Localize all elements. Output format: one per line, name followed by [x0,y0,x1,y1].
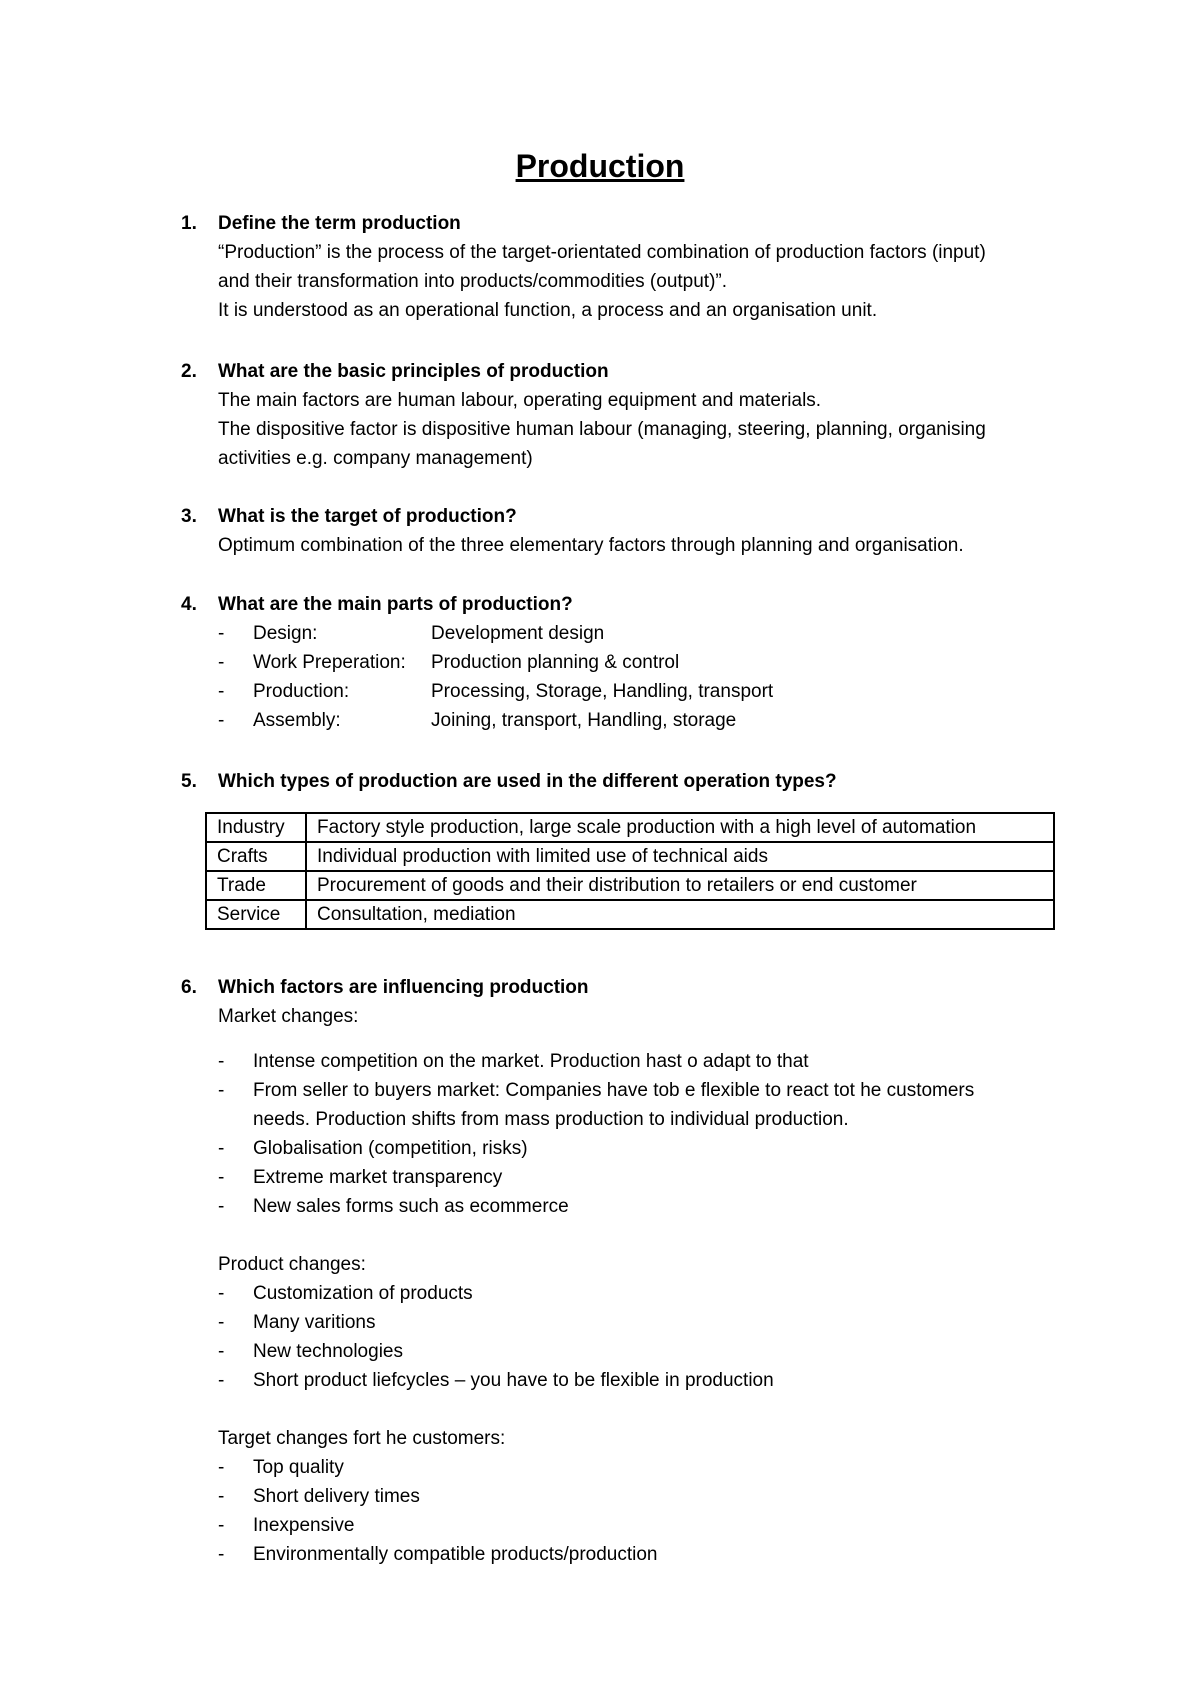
production-type-cell: Factory style production, large scale production with a high level of automation [306,813,1054,842]
list-item-text: Globalisation (competition, risks) [253,1138,528,1159]
list-item [181,1279,1081,1308]
page-title: Production [515,148,685,184]
list-item-text: Extreme market transparency [253,1167,503,1188]
part-row [181,619,1081,648]
section-number: 2. [181,361,197,382]
target-changes-list [181,1453,1081,1569]
section-question: Define the term production [218,213,461,234]
section-question: What are the main parts of production? [218,594,573,615]
operation-type-cell: Industry [206,813,306,842]
section-paragraph: and their transformation into products/commodities (output)”. [218,271,728,292]
section-paragraph: The dispositive factor is dispositive human labour (managing, steering, planning, organising [218,419,986,440]
list-item-text: Many varitions [253,1312,376,1333]
section-number: 1. [181,213,197,234]
operation-type-cell: Trade [206,871,306,900]
part-key: Design: [253,623,318,644]
dash-bullet: - [218,1515,225,1536]
dash-bullet: - [218,652,225,673]
list-item-text: New sales forms such as ecommerce [253,1196,569,1217]
list-item [181,1453,1081,1482]
operation-type-cell: Service [206,900,306,929]
operation-type-cell: Crafts [206,842,306,871]
section-2 [181,357,1081,473]
dash-bullet: - [218,1486,225,1507]
spacer [181,1031,1081,1047]
market-changes-list [181,1047,1081,1221]
part-value: Development design [431,623,605,644]
list-item-text: From seller to buyers market: Companies have tob e flexible to react tot he customers [253,1080,975,1101]
list-item [181,1163,1081,1192]
dash-bullet: - [218,1051,225,1072]
section-4 [181,590,1081,735]
section-question: Which factors are influencing production [218,977,589,998]
part-key: Assembly: [253,710,341,731]
subsection-heading: Market changes: [218,1006,359,1027]
section-paragraph: Optimum combination of the three elementary factors through planning and organisation. [218,535,964,556]
part-row [181,706,1081,735]
production-type-cell: Consultation, mediation [306,900,1054,929]
subsection-heading: Target changes fort he customers: [218,1428,506,1449]
list-item [181,1337,1081,1366]
part-value: Joining, transport, Handling, storage [431,710,737,731]
subsection-heading: Product changes: [218,1254,366,1275]
dash-bullet: - [218,1283,225,1304]
list-item-text: Short product liefcycles – you have to be flexible in production [253,1370,774,1391]
list-item-text: Environmentally compatible products/production [253,1544,658,1565]
part-value: Production planning & control [431,652,680,673]
dash-bullet: - [218,1138,225,1159]
dash-bullet: - [218,1544,225,1565]
section-number: 3. [181,506,197,527]
section-paragraph: It is understood as an operational function, a process and an organisation unit. [218,300,878,321]
dash-bullet: - [218,710,225,731]
section-question: What are the basic principles of production [218,361,609,382]
table-row [206,842,1054,871]
dash-bullet: - [218,623,225,644]
list-item [181,1047,1081,1076]
section-paragraph: “Production” is the process of the target-orientated combination of production factors (input) [218,242,986,263]
list-item [181,1366,1081,1395]
list-item-text: New technologies [253,1341,403,1362]
operation-types-table [205,812,1055,930]
list-item-text: Inexpensive [253,1515,355,1536]
list-item-text: Short delivery times [253,1486,420,1507]
list-item-text: Top quality [253,1457,344,1478]
table-row [206,871,1054,900]
list-item-text: needs. Production shifts from mass production to individual production. [253,1109,849,1130]
spacer [181,1395,1081,1424]
section-5 [181,767,1081,796]
section-paragraph: activities e.g. company management) [218,448,533,469]
dash-bullet: - [218,1080,225,1101]
list-item-text: Intense competition on the market. Production hast o adapt to that [253,1051,809,1072]
list-item [181,1076,1081,1105]
table-row [206,900,1054,929]
production-type-cell: Procurement of goods and their distribution to retailers or end customer [306,871,1054,900]
section-number: 6. [181,977,197,998]
section-6 [181,973,1081,1569]
part-row [181,648,1081,677]
list-item [181,1134,1081,1163]
list-item [181,1482,1081,1511]
section-1 [181,209,1081,325]
dash-bullet: - [218,681,225,702]
part-key: Work Preperation: [253,652,406,673]
dash-bullet: - [218,1341,225,1362]
list-item [181,1308,1081,1337]
dash-bullet: - [218,1370,225,1391]
dash-bullet: - [218,1312,225,1333]
section-number: 5. [181,771,197,792]
product-changes-list [181,1279,1081,1395]
dash-bullet: - [218,1167,225,1188]
list-item [181,1540,1081,1569]
list-item-continuation [181,1105,1081,1134]
dash-bullet: - [218,1196,225,1217]
section-3 [181,502,1081,560]
section-number: 4. [181,594,197,615]
part-value: Processing, Storage, Handling, transport [431,681,774,702]
production-type-cell: Individual production with limited use of technical aids [306,842,1054,871]
part-key: Production: [253,681,350,702]
dash-bullet: - [218,1457,225,1478]
part-row [181,677,1081,706]
spacer [181,1221,1081,1250]
section-paragraph: The main factors are human labour, operating equipment and materials. [218,390,822,411]
list-item [181,1192,1081,1221]
section-question: What is the target of production? [218,506,517,527]
list-item [181,1511,1081,1540]
section-question: Which types of production are used in the different operation types? [218,771,837,792]
list-item-text: Customization of products [253,1283,473,1304]
table-row [206,813,1054,842]
